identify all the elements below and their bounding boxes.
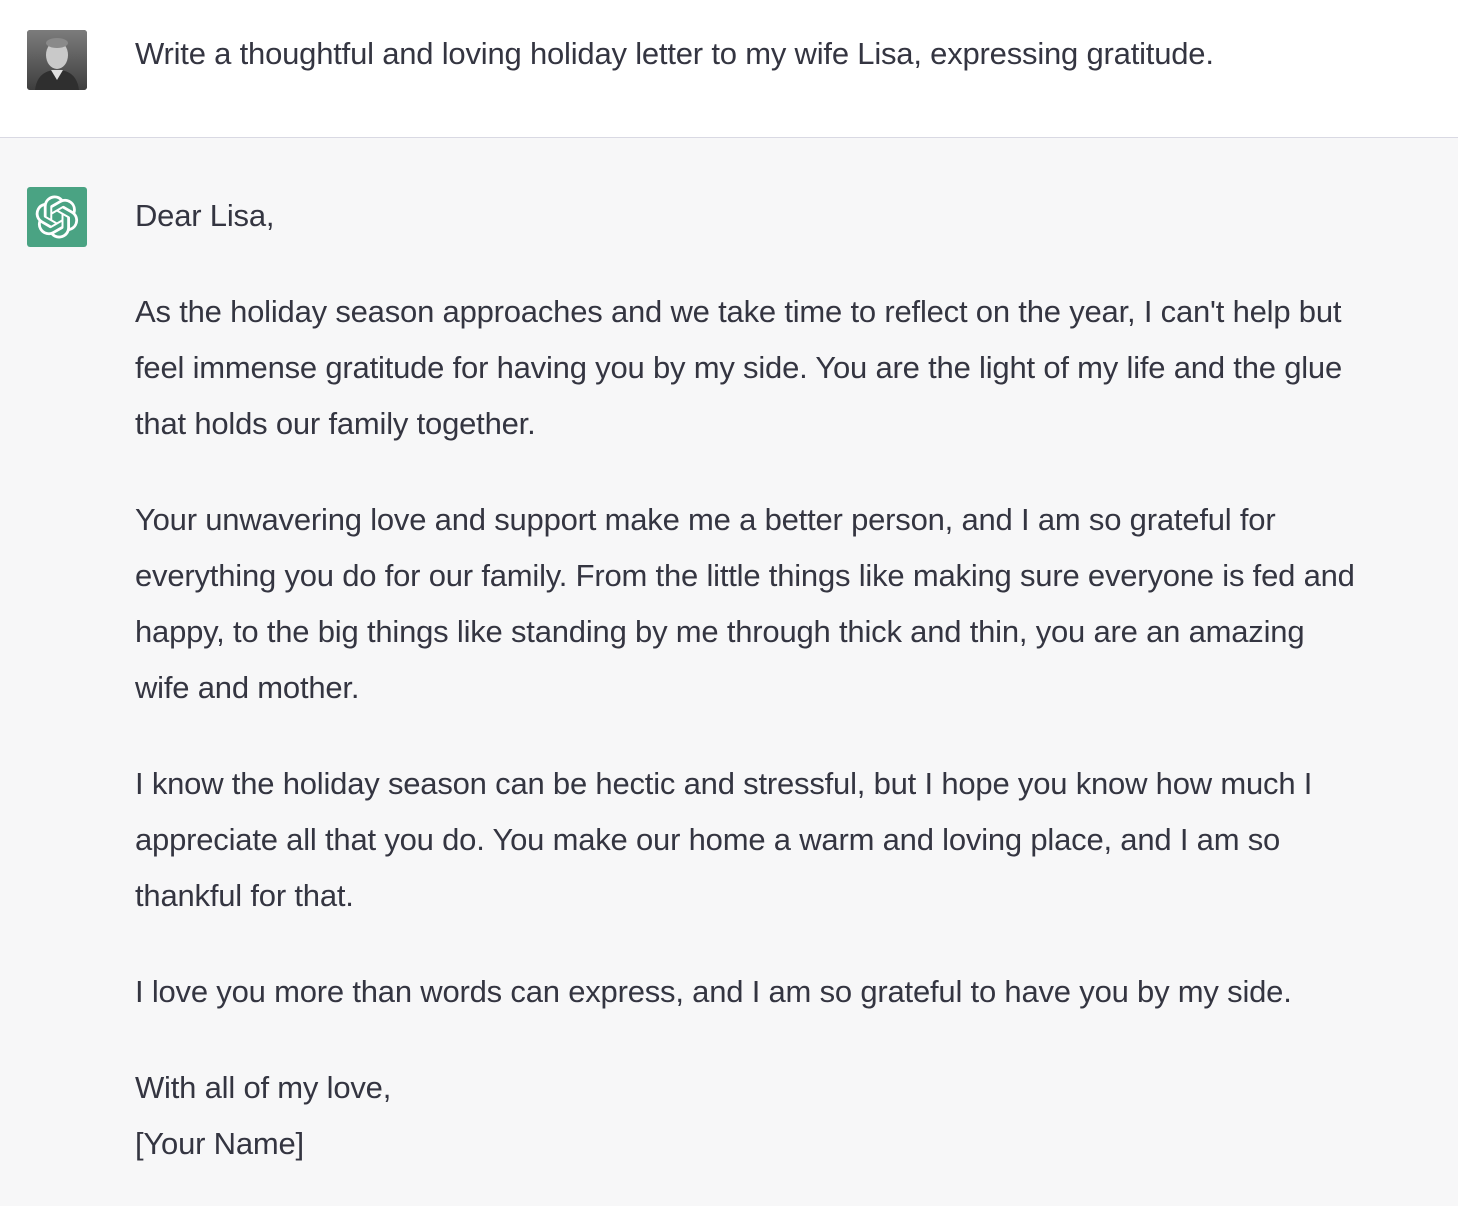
user-avatar [27,30,87,90]
openai-logo-icon [35,195,79,239]
paragraph-line: I love you more than words can express, and I am so grateful to have you by my side. [135,974,1292,1009]
paragraph-line: Your unwavering love and support make me a better person, and I am so grateful for [135,502,1276,537]
letter-closing: With all of my love, [135,1070,392,1105]
paragraph-line: feel immense gratitude for having you by my side. You are the light of my life and the glue [135,350,1343,385]
paragraph-line: that holds our family together. [135,406,536,441]
user-message-row [0,0,1458,138]
letter-paragraph-4 [135,964,1435,1020]
paragraph-line: wife and mother. [135,670,360,705]
letter-paragraph-2 [135,492,1435,716]
paragraph-line: happy, to the big things like standing by me through thick and thin, you are an amazing [135,614,1305,649]
letter-paragraph-1 [135,284,1435,452]
letter-signature: [Your Name] [135,1126,304,1161]
paragraph-line: appreciate all that you do. You make our home a warm and loving place, and I am so [135,822,1281,857]
assistant-message-row [0,138,1458,1206]
letter-paragraph-3 [135,756,1435,924]
paragraph-line: As the holiday season approaches and we take time to reflect on the year, I can't help but [135,294,1342,329]
letter-signoff [135,1060,1435,1172]
assistant-avatar [27,187,87,247]
paragraph-line: thankful for that. [135,878,354,913]
letter-greeting: Dear Lisa, [135,198,275,233]
paragraph-line: I know the holiday season can be hectic and stressful, but I hope you know how much I [135,766,1313,801]
paragraph-line: everything you do for our family. From the little things like making sure everyone is fed and [135,558,1355,593]
user-avatar-photo-icon [27,30,87,90]
assistant-response [135,188,1435,1172]
user-prompt-text: Write a thoughtful and loving holiday letter to my wife Lisa, expressing gratitude. [135,36,1214,71]
